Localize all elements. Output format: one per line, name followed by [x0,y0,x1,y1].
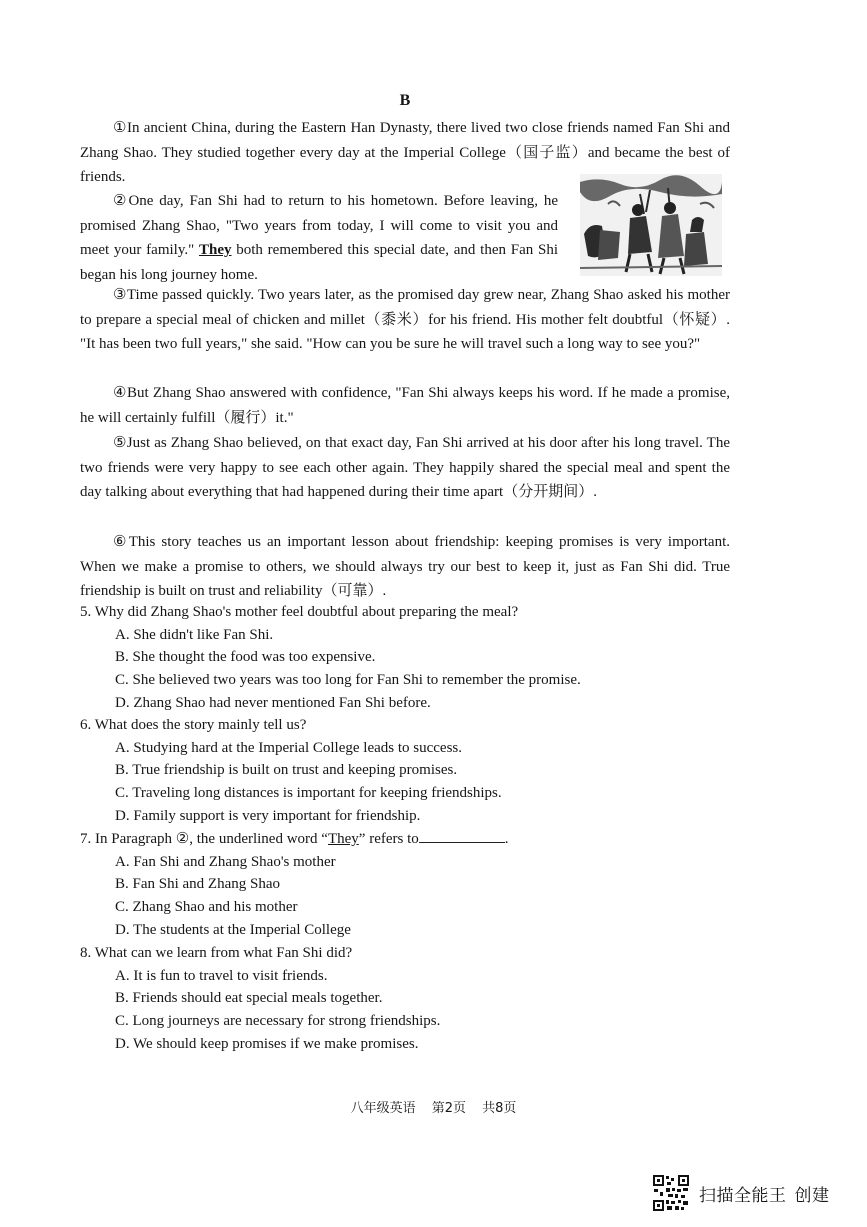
option-d[interactable]: D. The students at the Imperial College [115,921,351,938]
scanner-app-name: 扫描全能王 [699,1185,787,1206]
question-stem-end: . [504,831,509,847]
question-stem-text: ” refers to [358,831,419,847]
paragraph-1: ①In ancient China, during the Eastern Han Dynasty, there lived two close friends named Fan Shi and Zhang Shao. They studied together every day at the Imperial College（国子监）and became the best of friends. [80,120,730,185]
option-b[interactable]: B. She thought the food was too expensive. [115,649,376,666]
option-b[interactable]: B. True friendship is built on trust and keeping promises. [115,762,458,779]
footer-subject: 八年级英语 [350,1101,416,1116]
ink-painting-figures-icon [580,174,722,276]
answer-blank[interactable] [419,829,505,843]
option-c[interactable]: C. Zhang Shao and his mother [115,899,298,916]
question-6 [80,714,740,828]
paragraph-2-text-b: both remembered this special date, and then Fan Shi began his long journey home. [80,242,558,283]
footer-page-number: 第2页 [431,1101,466,1116]
scanner-action: 创建 [794,1185,830,1206]
option-d[interactable]: D. Zhang Shao had never mentioned Fan Shi before. [115,694,431,711]
footer-total-pages: 共8页 [482,1101,517,1116]
question-8 [80,942,740,1056]
option-b[interactable]: B. Fan Shi and Zhang Shao [115,876,280,893]
option-d[interactable]: D. Family support is very important for friendship. [115,807,421,824]
question-stem: 8. What can we learn from what Fan Shi did? [80,945,353,961]
qr-code-icon [652,1174,690,1212]
option-b[interactable]: B. Friends should eat special meals together. [115,990,383,1007]
question-7 [80,828,740,942]
paragraph-6: ⑥This story teaches us an important lesson about friendship: keeping promises is very important. When we make a promise to others, we should always try our best to keep it, just as Fan Shi did. True friendship is built on trust and reliability（可靠）. [80,534,730,599]
paragraph-3: ③Time passed quickly. Two years later, as the promised day grew near, Zhang Shao asked his mother to prepare a special meal of chicken and millet（黍米）for his friend. His mother felt doubtful（怀疑）. "It has been two full years," she said. "How can you be sure he will travel such a long way to see you?" [80,287,730,352]
option-d[interactable]: D. We should keep promises if we make promises. [115,1035,419,1052]
underlined-word-they: They [198,242,232,258]
option-a[interactable]: A. Studying hard at the Imperial College leads to success. [115,739,462,756]
paragraph-2 [80,189,558,287]
paragraph-4: ④But Zhang Shao answered with confidence, "Fan Shi always keeps his word. If he made a promise, he will certainly fulfill（履行）it." [80,385,730,426]
underlined-word-they: They [327,831,359,847]
question-5 [80,601,740,715]
option-c[interactable]: C. She believed two years was too long for Fan Shi to remember the promise. [115,672,581,689]
option-a[interactable]: A. It is fun to travel to visit friends. [115,967,328,984]
scanner-app-label [699,1181,830,1206]
question-stem-text: 7. In Paragraph ②, the underlined word “ [80,831,328,847]
page-footer [0,1097,867,1116]
option-c[interactable]: C. Traveling long distances is important for keeping friendships. [115,785,502,802]
option-c[interactable]: C. Long journeys are necessary for strong friendships. [115,1013,441,1030]
option-a[interactable]: A. She didn't like Fan Shi. [115,626,274,643]
question-stem [80,828,740,851]
scanner-watermark [652,1174,830,1212]
option-a[interactable]: A. Fan Shi and Zhang Shao's mother [115,853,336,870]
paragraph-2-text-a: ②One day, Fan Shi had to return to his hometown. Before leaving, he promised Zhang Shao, "Two years from today, I will come to visit you and meet your family." [80,193,558,258]
question-stem: 5. Why did Zhang Shao's mother feel doubtful about preparing the meal? [80,604,519,620]
section-title: B [399,92,411,109]
question-stem: 6. What does the story mainly tell us? [80,717,307,733]
paragraph-5: ⑤Just as Zhang Shao believed, on that exact day, Fan Shi arrived at his door after his long travel. The two friends were very happy to see each other again. They happily shared the special meal and spent the day talking about everything that had happened during their time apart（分开期间）. [80,435,730,500]
